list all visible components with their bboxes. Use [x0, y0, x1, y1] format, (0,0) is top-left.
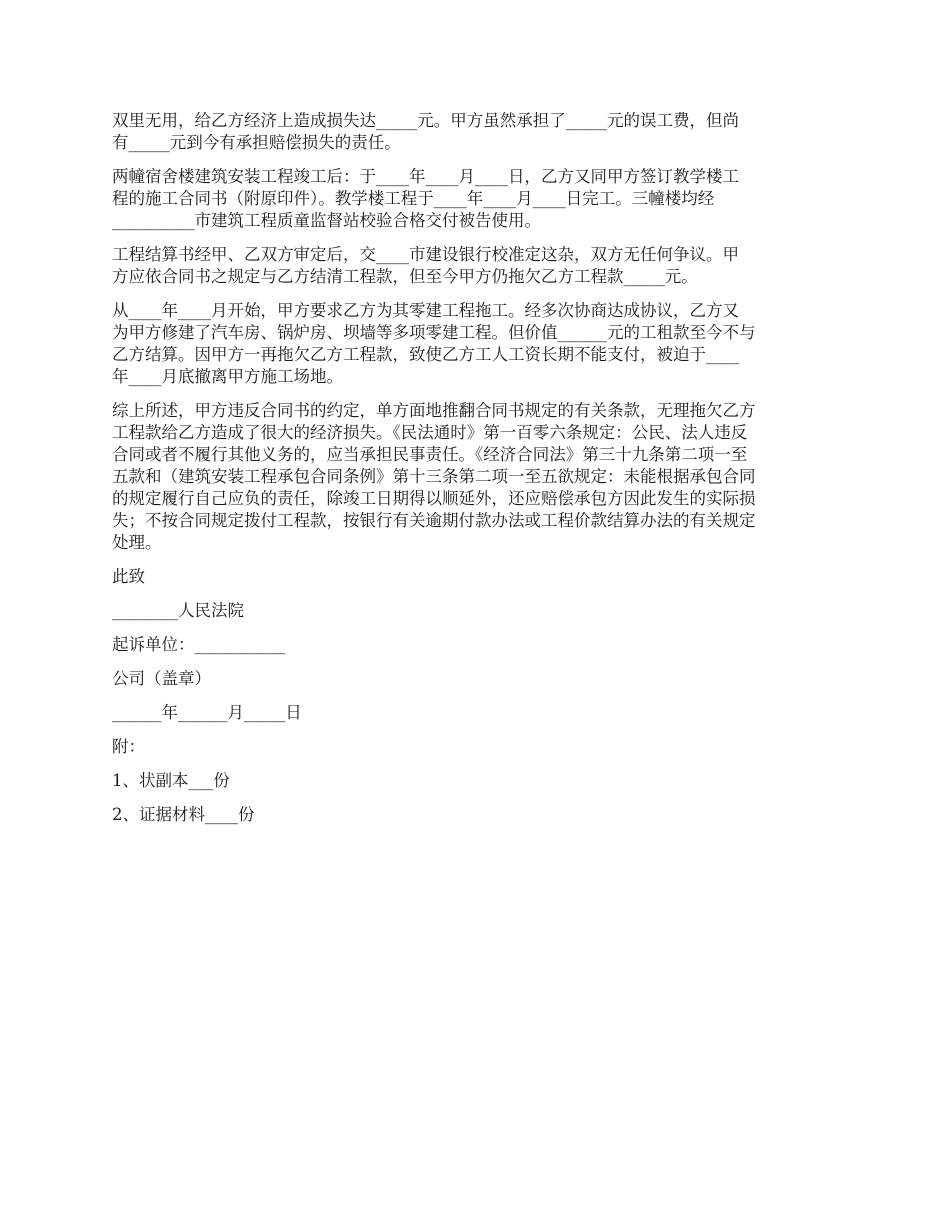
salutation: 此致 — [112, 567, 145, 586]
paragraph-settlement — [112, 244, 838, 288]
text-line: 双里无用，给乙方经济上造成损失达_____元。甲方虽然承担了_____元的误工费，但尚 — [112, 111, 739, 130]
attachment-item: 1、状副本___份 — [112, 771, 230, 790]
document-page — [112, 110, 838, 838]
text-line: 五款和（建筑安装工程承包合同条例》第十三条第二项一至五欲规定：未能根据承包合同 — [112, 467, 756, 486]
text-line: 年____月底撤离甲方施工场地。 — [112, 367, 343, 386]
text-line: 综上所述，甲方违反合同书的约定，单方面地推翻合同书规定的有关条款，无理拖欠乙方 — [112, 401, 756, 420]
text-line: 合同或者不履行其他义务的，应当承担民事责任。《经济合同法》第三十九条第二项一至 — [112, 445, 748, 464]
text-line: 的规定履行自己应负的责任，除竣工日期得以顺延外，还应赔偿承包方因此发生的实际损 — [112, 489, 756, 508]
text-line: 方应依合同书之规定与乙方结清工程款，但至今甲方仍拖欠乙方工程款_____元。 — [112, 267, 698, 286]
plaintiff-unit: 起诉单位：___________ — [112, 635, 286, 654]
text-line: 乙方结算。因甲方一再拖欠乙方工程款，致使乙方工人工资长期不能支付，被迫于____ — [112, 345, 739, 364]
text-line: 程的施工合同书（附原印件）。教学楼工程于____年____月____日完工。三幢楼均经 — [112, 189, 715, 208]
text-line: 处理。 — [112, 533, 162, 552]
paragraph-additional-works — [112, 300, 838, 388]
text-line: 从____年____月开始，甲方要求乙方为其零建工程拖工。经多次协商达成协议，乙方又 — [112, 301, 739, 320]
paragraph-completion — [112, 166, 838, 232]
court-name: ________人民法院 — [112, 601, 244, 620]
text-line: 失；不按合同规定拨付工程款，按银行有关逾期付款办法或工程价款结算办法的有关规定 — [112, 511, 756, 530]
text-line: 有_____元到今有承担赔偿损失的责任。 — [112, 133, 401, 152]
paragraph-summary — [112, 400, 838, 554]
attachment-item: 2、证据材料____份 — [112, 805, 255, 824]
text-line: 两幢宿舍楼建筑安装工程竣工后：于____年____月____日，乙方又同甲方签订教学楼工 — [112, 167, 739, 186]
company-seal: 公司（盖章） — [112, 669, 211, 688]
signing-date: ______年______月_____日 — [112, 703, 302, 722]
text-line: __________市建筑工程质童监督站校验合格交付被告使用。 — [112, 211, 541, 230]
text-line: 工程款给乙方造成了很大的经济损失。《民法通时》第一百零六条规定：公民、法人违反 — [112, 423, 748, 442]
text-line: 为甲方修建了汽车房、锅炉房、坝墙等多项零建工程。但价值______元的工租款至今不与 — [112, 323, 756, 342]
text-line: 工程结算书经甲、乙双方审定后，交____市建设银行校准定这杂，双方无任何争议。甲 — [112, 245, 739, 264]
paragraph-loss — [112, 110, 838, 154]
attachments-label: 附： — [112, 737, 145, 756]
